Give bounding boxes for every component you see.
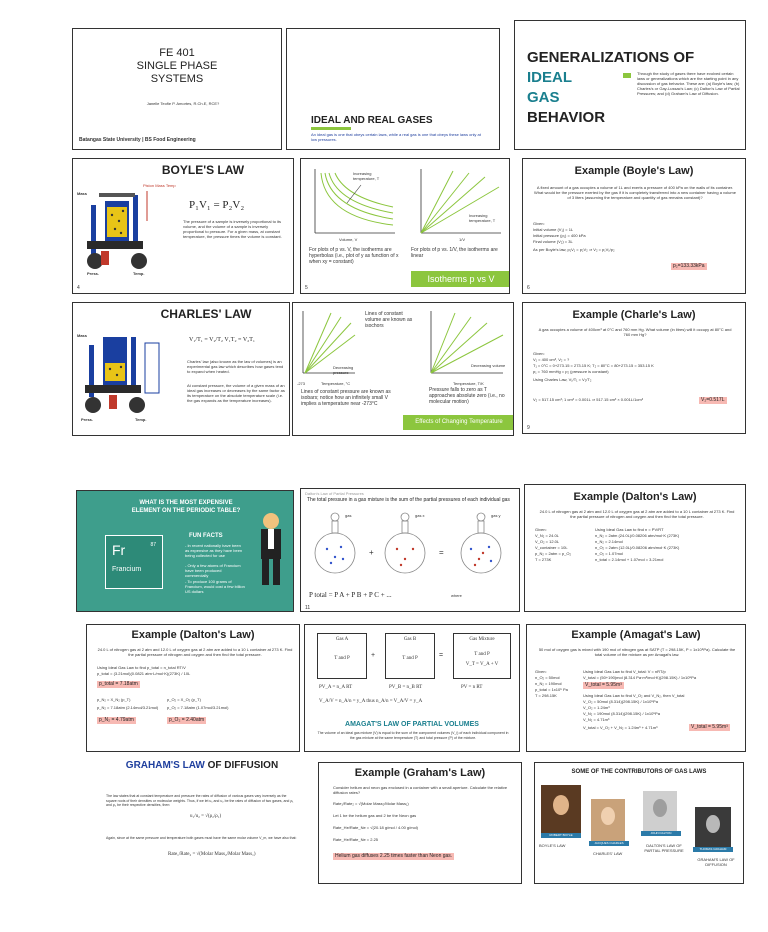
slide-title: Example (Graham's Law) (354, 767, 486, 779)
slide-title: IDEAL AND REAL GASES (311, 115, 433, 126)
title-part-2: OF DIFFUSION (207, 760, 279, 771)
slide-title: Example (Amagat's Law) (571, 629, 701, 641)
definition-text: An ideal gas is one that obeys certain laws, while a real gas is one that obeys these laws only at low pressures. (311, 132, 481, 142)
label-press: Press. (87, 271, 100, 276)
slide-title: BOYLE'S LAW (161, 163, 245, 177)
gas-mixture-tp: T and P (474, 652, 490, 657)
isochors-text: Lines of constant volume are known as isochors (365, 311, 413, 329)
slide-1-title (72, 28, 282, 150)
line-3: Rate_He/Rate_Ne = √(20.18 g/mol / 4.00 g/mol) (333, 825, 419, 830)
step-1: Using Ideal Gas Law to find p_total = n_total RT/V (97, 665, 186, 670)
given-4: As per Boyle's law, p₁V₁ = p₂V₂ ⇒ V₂ = p₁V₁/p₂ (533, 247, 615, 252)
given-3: Final volume (V₂) = 3L (533, 239, 573, 244)
slide-10-fun-facts (76, 490, 294, 612)
step-8: V_total = V_O₂ + V_N₂ = 1.24m³ + 4.71m³ (583, 725, 658, 730)
slide-2-ideal-real (286, 28, 500, 150)
given-1: Initial volume (V₁) = 1L (533, 227, 574, 232)
slide-4-boyles-law (72, 158, 294, 294)
slide-title: Example (Boyle's Law) (574, 165, 694, 177)
slide-title: Example (Dalton's Law) (573, 491, 697, 503)
portrait-charles (591, 799, 625, 841)
answer-box: Helium gas diffuses 2.25 times faster than Neon gas. (335, 853, 453, 859)
axis-label-1: Temperature, °C (321, 381, 351, 386)
problem-text: 24.0 L of nitrogen gas at 2 atm and 12.0 L of oxygen gas at 2 atm are added to a 10 L container at 273 K. Find the partial pressure of nitrogen and oxygen and then find the total pressure. (539, 509, 735, 519)
given-2: Initial pressure (p₁) = 400 kPa (533, 233, 586, 238)
given-4: p_N₂ = 2atm = p_O₂ (535, 551, 572, 556)
problem-text: A fixed amount of a gas occupies a volume of 1L and exerts a pressure of 400 kPa on the walls of its container. What would be the pressure exerted by the gas if it is completely transferred into a new container having a volume of 3 liters (assuming the temperature and quantity of gas remains constant)? (534, 185, 736, 200)
where-label: where (451, 593, 462, 598)
graham-equation-1: u₁/u₂ = √(ρ₂/ρ₁) (190, 814, 222, 819)
name-tag: THOMAS GRAHAM (693, 847, 733, 852)
slide-17-example-graham (318, 762, 522, 884)
problem-text: 50 mol of oxygen gas is mixed with 190 mol of nitrogen gas at SATP (T = 298.15K, P = 1x10⁵Pa). Calculate the total volume of the mixture as per Amagat's law. (538, 647, 736, 657)
page-number: 5 (305, 285, 308, 291)
given-label: Given: (535, 669, 547, 674)
fun-title: WHAT IS THE MOST EXPENSIVE ELEMENT ON THE PERIODIC TABLE? (131, 500, 241, 514)
slide-8-temperature-effects (292, 302, 514, 436)
axis-label-x: Volume, V (339, 237, 358, 242)
given-1: V₁ = 400 cm³, V₂ = ? (533, 357, 570, 362)
absolute-zero-caption: Pressure falls to zero as T approaches absolute zero (i.e., no molecular motion) (429, 387, 505, 405)
problem-text: A gas occupies a volume of 400cm³ at 0°C and 760 mm Hg. What volume (in litres) will it occupy at 80°C and 760 mm Hg? (538, 327, 732, 337)
slide-header: Dalton's Law of Partial Pressures (305, 491, 364, 496)
name-tag: JACQUES CHARLES (589, 841, 629, 846)
heading-line1: GENERALIZATIONS OF (527, 49, 695, 66)
t0-label: -273 (297, 381, 306, 386)
isotherm-p-invv-graph (413, 167, 503, 239)
footer: Batangas State University | BS Food Engineering (79, 137, 196, 143)
slide-18-contributors (534, 762, 744, 884)
step-2: V_total = (50+190)mol (8.314 Pa·m³/mol·K)(298.15K) / 1x10⁵Pa (583, 675, 697, 680)
step-3: Using Ideal Gas Law to find V_O₂ and V_N₂, then V_total (583, 693, 685, 698)
boyle-equation: P₁V₁ = P₂V₂ (189, 199, 245, 211)
portrait-face (706, 815, 720, 833)
graham-text-2: Again, since at the same pressure and temperature both gases must have the same molar volume V_m, we have also that: (106, 836, 297, 840)
plus-sign: + (371, 652, 376, 659)
law-label: DALTON'S LAW OF PARTIAL PRESSURE (644, 843, 684, 853)
gas-mixture-label: Gas Mixture (469, 637, 495, 642)
boyle-apparatus-illustration (77, 181, 167, 281)
gas-b-label: Gas B (403, 637, 417, 642)
portrait-dalton (643, 791, 677, 831)
element-symbol: Fr (112, 542, 126, 558)
page-number: 6 (527, 285, 530, 291)
given-label: Given: (533, 351, 545, 356)
accent-bar (623, 73, 631, 78)
law-label: GRAHAM'S LAW OF DIFFUSION (697, 857, 735, 867)
title-part-1: GRAHAM'S LAW (125, 760, 205, 771)
portrait-graham (695, 807, 731, 847)
step-1: Using Ideal Gas Law to find V_total: V = nRT/p (583, 669, 666, 674)
banner: Effects of Changing Temperature (403, 415, 514, 430)
problem-text: Consider helium and neon gas enclosed in a container with a small aperture. Calculate the relative diffusion rates? (333, 785, 508, 795)
answer-box: V₂=0.517L (701, 397, 725, 403)
answer-2: V_total = 5.95m³ (691, 724, 728, 730)
slide-12-example-dalton (524, 484, 746, 612)
given-4: T = 298.15K (535, 693, 557, 698)
gas-label-2: gas x (415, 513, 425, 518)
given-label: Given: (535, 527, 547, 532)
page-number: 4 (77, 285, 80, 291)
slide-title: Example (Dalton's Law) (131, 629, 255, 641)
calc-2: p_N₂ = 7.18atm (2.14mol/3.21mol) (97, 705, 159, 710)
fact-2: - Only a few atoms of Francium have been produced commercially (185, 563, 241, 578)
heading-line4: BEHAVIOR (527, 109, 606, 126)
answer-1: V_total = 5.95m³ (585, 682, 622, 688)
accent-bar (311, 127, 351, 130)
slide-title: SOME OF THE CONTRIBUTORS OF GAS LAWS (571, 769, 707, 775)
slide-title-line3: SYSTEMS (150, 73, 204, 85)
given-label: Given: (533, 221, 545, 226)
given-2: V_O₂ = 12.0L (535, 539, 560, 544)
curve-label-1: Decreasing pressure (333, 365, 354, 375)
given-4: Using Charles Law, V₁/T₁ = V₂/T₂ (533, 377, 592, 382)
slide-16-grahams-law (98, 758, 306, 882)
given-5: V₂ = 517.15 cm³; 1 cm³ = 0.001L ⇒ 517.15 cm³ × 0.001L/1cm³ (533, 397, 644, 402)
slide-title-line1: FE 401 (159, 47, 195, 59)
step-4: n_O₂ = 2atm (12.0L)/0.08206 atm/mol·K (273K) (595, 545, 680, 550)
slide-title: CHARLES' LAW (160, 307, 252, 321)
caption-p-invv: For plots of p vs. 1/V, the isotherms are linear (411, 247, 498, 259)
page-number: 11 (305, 605, 311, 611)
slide-14-amagats-law (304, 624, 520, 752)
fraction-eq: V_A/V = n_A/n = y_A thus n_A/n = V_A/V = y_A (319, 699, 423, 704)
portrait-boyle (541, 785, 581, 833)
slide-15-example-amagat (526, 624, 746, 752)
slide-5-isotherms (300, 158, 510, 294)
equals-sign: = (439, 652, 444, 659)
law-label: BOYLE'S LAW (539, 843, 566, 848)
slide-11-dalton-diagram (300, 488, 520, 612)
graham-text-1: The law states that at constant temperature and pressure the rates of diffusion of various gases vary inversely as the square roots of their densities or molecular weights. Thus, if we let u₁ and u₂ be the rates of diffusion of two gases, and ρ₁ and ρ₂ be their respective densities, then: (106, 794, 294, 807)
line-1: Rate₁/Rate₂ = √(Molar Mass₂/Molar Mass₁) (333, 801, 409, 806)
axis-label-2: Temperature, T/K (453, 381, 484, 386)
slide-title: Example (Charle's Law) (572, 309, 696, 321)
label-temp: Temp. (135, 417, 147, 422)
gas-mixture-v: V_T = V_A + V (465, 662, 499, 667)
step-7: V_N₂ = 4.71m³ (583, 717, 610, 722)
eq-b: PV_B = n_B RT (389, 685, 423, 690)
given-1: V_N₂ = 24.0L (535, 533, 559, 538)
boyle-text: The pressure of a sample is inversely proportional to its volume, and the volume of a sample is inversely proportional to pressure. For a given mass, at constant temperature, the pressure times the volume is constant. (183, 219, 282, 239)
gas-label-1: gas (345, 513, 352, 518)
curve-label-1: Increasing temperature, T (353, 171, 380, 181)
legend: Piston Mass Temp (143, 183, 176, 188)
slide-6-example-boyle (522, 158, 746, 294)
slide-3-generalizations (514, 20, 746, 150)
element-number: 87 (150, 542, 156, 548)
label-temp: Temp. (133, 271, 145, 276)
step-6: n_total = 2.14mol + 1.07mol = 3.21mol (595, 557, 664, 562)
gas-label-3: gas y (491, 513, 501, 518)
intro-text: Through the study of gases there have evolved certain laws or generalizations which are the starting point in any discussion of gas behavior. These are: (a) Boyle's law; (b) Charles's or Gay-Lussac's Law; (c) Dalton's Law of Partial Pressures; and (d) Graham's Law of Diffusion. (637, 71, 740, 96)
heading-line3: GAS (527, 89, 560, 106)
portrait-face (601, 807, 615, 825)
step-5: n_O₂ = 1.07mol (595, 551, 623, 556)
slide-title-line2: SINGLE PHASE (136, 60, 218, 72)
banner: Isotherms p vs V (411, 271, 510, 287)
answer-o2: p_O₂ = 2.40atm (169, 717, 205, 723)
step-4: V_O₂ = 50mol (8.314)(298.15K) / 1x10⁵Pa (583, 699, 658, 704)
slide-title: The total pressure in a gas mixture is the sum of the partial pressures of each individual gas (307, 497, 510, 503)
given-3: p₁ = 760 mmHg = p₂ (pressure is constant) (533, 369, 609, 374)
given-2: n_N₂ = 190mol (535, 681, 562, 686)
gas-mixture-box (453, 633, 511, 679)
problem-text: 24.0 L of nitrogen gas at 2 atm and 12.0 L of oxygen gas at 2 atm are added to a 10 L container at 273 K. Find the partial pressure of nitrogen and oxygen and then find the total pressure. (97, 647, 293, 657)
gas-a-label: Gas A (335, 637, 349, 642)
amagat-title: AMAGAT'S LAW OF PARTIAL VOLUMES (345, 721, 479, 728)
line-4: Rate_He/Rate_Ne = 2.25 (333, 837, 379, 842)
charles-text-2: At constant pressure, the volume of a given mass of an ideal gas increases or decreases by the same factor as its temperature on the absolute temperature scale (i.e. the gas expands as the temperature increases). (187, 383, 285, 403)
given-5: T = 273K (535, 557, 552, 562)
answer-total: p_total = 7.18atm (99, 681, 138, 687)
given-1: n_O₂ = 50mol (535, 675, 560, 680)
step-5: V_O₂ = 1.24m³ (583, 705, 610, 710)
name-tag: ROBERT BOYLE (541, 833, 581, 838)
eq-a: PV_A = n_A RT (319, 685, 353, 690)
axis-label-x2: 1/V (459, 237, 466, 242)
cartoon-man-illustration (251, 509, 291, 589)
calc-1: p_N₂ = X_N₂ (p_T) (97, 697, 131, 702)
svg-text:=: = (439, 548, 444, 557)
gas-a-tp: T and P (334, 656, 350, 661)
calc-4: p_O₂ = 7.18atm (1.07mol/3.21mol) (167, 705, 229, 710)
fact-3: - To produce 100 grams of Francium, would cost a few billion US dollars (185, 579, 245, 594)
step-6: V_N₂ = 190mol (8.314)(298.15K) / 1x10⁵Pa (583, 711, 660, 716)
partial-pressure-flasks (305, 509, 517, 579)
isobar-caption: Lines of constant pressure are known as isobars; notice how an infinitely small V implies a temperature near -273°C (301, 389, 391, 407)
label-press: Press. (81, 417, 94, 422)
answer-n2: p_N₂ = 4.79atm (99, 717, 134, 723)
answer-box: p₂=133.33kPa (673, 263, 705, 269)
label-mass: Mass (77, 333, 88, 338)
slide-title (98, 760, 306, 771)
graham-equation-2: Rate₁/Rate₂ = √(Molar Mass₂/Molar Mass₁) (168, 852, 256, 857)
step-1: Using Ideal Gas Law to find n = PV/RT (595, 527, 664, 532)
given-3: V_container = 10L (535, 545, 568, 550)
slide-7-charles-law (72, 302, 290, 436)
element-name: Francium (112, 566, 142, 573)
slide-13-example-dalton-2 (86, 624, 300, 752)
slide-9-example-charles (522, 302, 746, 434)
svg-text:+: + (369, 548, 374, 557)
curve-label-2: Decreasing volume (471, 363, 506, 368)
author: Janelle Teofie P. Amortes, R.Ch.E, RCE? (146, 101, 220, 106)
eq-mix: PV = n RT (461, 685, 483, 690)
dalton-equation: P total = P A + P B + P C + ... (309, 591, 392, 599)
amagat-text: The volume of an ideal gas mixture (V) is equal to the sum of the component volumes (V_i) of each individual component in the gas mixture at the same temperature (T) and total pressure (P) of the mixture. (317, 731, 509, 740)
element-card (105, 535, 163, 589)
gas-b-box (385, 633, 435, 679)
curve-label-2: Increasing temperature, T (469, 213, 496, 223)
fact-1: - In recent nationally have been as expensive as they have been being collected for use (185, 543, 243, 558)
charles-apparatus-illustration (75, 323, 165, 423)
page-number: 9 (527, 425, 530, 431)
step-2: n_N₂ = 2atm (24.0L)/0.08206 atm/mol·K (273K) (595, 533, 680, 538)
gas-b-tp: T and P (402, 656, 418, 661)
name-tag: JOHN DALTON (641, 831, 681, 836)
portrait-face (553, 795, 569, 815)
charles-equation: V₁/T₁ = V₂/T₂ V₁T₂ = V₂T₁ (189, 337, 256, 343)
gas-a-box (317, 633, 367, 679)
heading-line2: IDEAL (527, 69, 572, 86)
given-2: T₁ = 0°C = 0+273.15 = 273.15 K; T₂ = 80°C = 80+273.15 = 353.15 K (533, 363, 654, 368)
step-2: p_total = (3.21mol)(0.0821 atm·L/mol·K)(273K) / 10L (97, 671, 191, 676)
caption-pv: For plots of p vs. V, the isotherms are hyperbolas (i.e., plot of y as function of x when xy = constant) (309, 247, 399, 265)
isochor-graph (425, 309, 505, 379)
given-3: p_total = 1x10⁵ Pa (535, 687, 568, 692)
calc-3: p_O₂ = X_O₂ (p_T) (167, 697, 201, 702)
charles-text-1: Charles' law (also known as the law of volumes) is an experimental gas law which describes how gases tend to expand when heated. (187, 359, 284, 374)
fun-facts-heading: FUN FACTS (189, 533, 223, 539)
law-label: CHARLES' LAW (593, 851, 623, 856)
line-2: Let 1 be the helium gas and 2 be the Neon gas (333, 813, 417, 818)
portrait-face (653, 799, 667, 817)
step-3: n_N₂ = 2.14mol (595, 539, 623, 544)
label-mass: Mass (77, 191, 88, 196)
